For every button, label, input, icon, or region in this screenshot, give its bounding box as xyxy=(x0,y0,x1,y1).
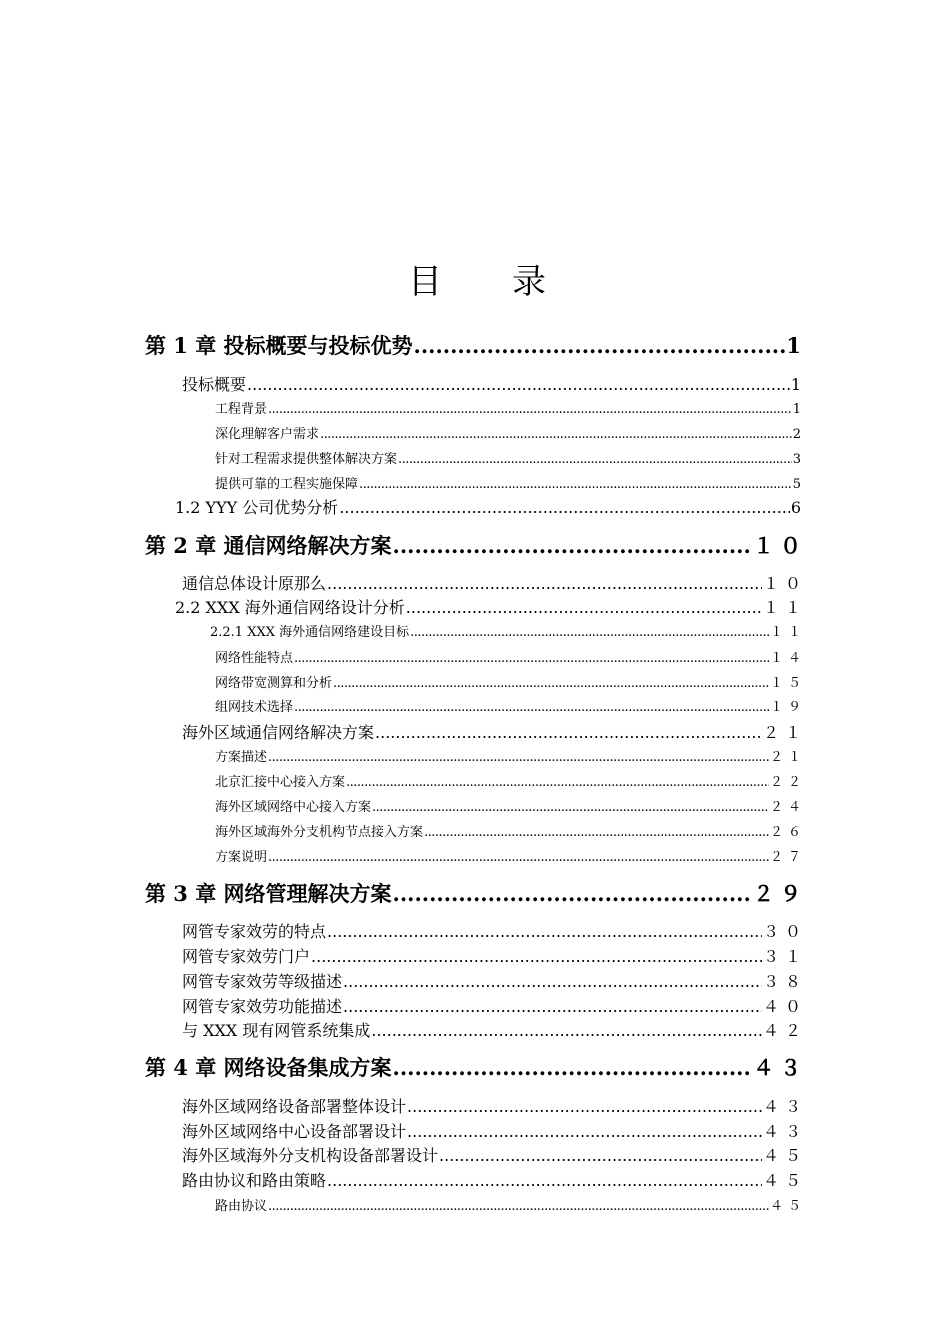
toc-page-number: ３１ xyxy=(762,947,807,966)
toc-page-number: ４５ xyxy=(762,1171,807,1190)
toc-page-number: ２１ xyxy=(769,750,806,765)
toc-page-number: １０ xyxy=(762,574,807,593)
toc-page-number: ３０ xyxy=(762,922,807,941)
toc-entry[interactable] xyxy=(182,994,807,1017)
toc-page-number: 2 xyxy=(792,427,806,442)
dot-leader xyxy=(407,1097,762,1116)
toc-entry-label: 针对工程需求提供整体解决方案 xyxy=(215,452,398,467)
dot-leader xyxy=(439,1146,762,1165)
dot-leader xyxy=(375,723,762,742)
toc-entry[interactable] xyxy=(215,821,806,840)
toc-entry-label: 海外区域海外分支机构设备部署设计 xyxy=(182,1146,439,1165)
toc-entry[interactable] xyxy=(215,448,806,467)
toc-entry-label: 通信总体设计原那么 xyxy=(182,574,327,593)
dot-leader xyxy=(393,881,752,906)
toc-entry-label: 海外区域海外分支机构节点接入方案 xyxy=(215,825,424,840)
dot-leader xyxy=(359,477,792,492)
toc-entry[interactable] xyxy=(182,720,807,743)
toc-entry-label: 北京汇接中心接入方案 xyxy=(215,775,346,790)
toc-entry[interactable] xyxy=(215,746,806,765)
toc-chapter-4[interactable] xyxy=(145,1052,807,1082)
toc-page-number: １４ xyxy=(769,651,806,666)
toc-page-number: 1 xyxy=(786,333,807,358)
toc-entry-label: 第 2 章 通信网络解决方案 xyxy=(145,533,392,558)
dot-leader xyxy=(294,651,769,666)
toc-page-number: ４３ xyxy=(753,1055,807,1080)
toc-page-number: １１ xyxy=(762,598,807,617)
dot-leader xyxy=(372,800,769,815)
dot-leader xyxy=(406,598,762,617)
toc-page-number: ４３ xyxy=(762,1122,807,1141)
dot-leader xyxy=(268,750,769,765)
dot-leader xyxy=(327,1171,762,1190)
dot-leader xyxy=(398,452,792,467)
toc-entry[interactable] xyxy=(175,595,807,618)
toc-entry[interactable] xyxy=(210,621,806,640)
dot-leader xyxy=(327,574,762,593)
toc-entry-label: 第 1 章 投标概要与投标优势 xyxy=(145,333,413,358)
toc-entry-label: 第 3 章 网络管理解决方案 xyxy=(145,881,392,906)
toc-entry-label: 路由协议和路由策略 xyxy=(182,1171,327,1190)
toc-title-char-1: 目 xyxy=(408,262,442,302)
toc-entry[interactable] xyxy=(215,398,806,417)
toc-entry[interactable] xyxy=(215,796,806,815)
toc-entry-label: 网管专家效劳的特点 xyxy=(182,922,327,941)
dot-leader xyxy=(268,1199,769,1214)
toc-page-number: ４２ xyxy=(762,1021,807,1040)
toc-page-number: １９ xyxy=(769,700,806,715)
toc-page-number: 6 xyxy=(790,498,807,517)
toc-entry[interactable] xyxy=(215,647,806,666)
toc-page-number: ４５ xyxy=(762,1146,807,1165)
toc-page-number: １５ xyxy=(769,676,806,691)
toc-entry[interactable] xyxy=(182,1018,807,1041)
toc-entry[interactable] xyxy=(182,944,807,967)
toc-entry[interactable] xyxy=(215,846,806,865)
dot-leader xyxy=(343,972,762,991)
dot-leader xyxy=(410,625,769,640)
toc-entry[interactable] xyxy=(182,571,807,594)
dot-leader xyxy=(333,676,769,691)
dot-leader xyxy=(393,533,752,558)
toc-chapter-1[interactable] xyxy=(145,330,807,360)
toc-entry[interactable] xyxy=(182,919,807,942)
toc-page-number: 1 xyxy=(792,402,806,417)
toc-page-number: ２６ xyxy=(769,825,806,840)
toc-page-number: 1 xyxy=(790,375,807,394)
toc-entry-label: 深化理解客户需求 xyxy=(215,427,320,442)
toc-page-number: １０ xyxy=(753,533,807,558)
toc-entry[interactable] xyxy=(215,672,806,691)
dot-leader xyxy=(371,1021,762,1040)
dot-leader xyxy=(294,700,769,715)
dot-leader xyxy=(268,402,792,417)
toc-entry-label: 方案说明 xyxy=(215,850,268,865)
toc-page-number: 3 xyxy=(792,452,806,467)
toc-entry-label: 投标概要 xyxy=(182,375,247,394)
dot-leader xyxy=(414,333,786,358)
toc-page-number: ４３ xyxy=(762,1097,807,1116)
toc-title-char-2: 录 xyxy=(512,262,546,302)
dot-leader xyxy=(343,997,762,1016)
toc-entry[interactable] xyxy=(215,771,806,790)
toc-entry-label: 海外区域通信网络解决方案 xyxy=(182,723,375,742)
toc-entry-label: 海外区域网络中心接入方案 xyxy=(215,800,372,815)
toc-page-number: ２４ xyxy=(769,800,806,815)
toc-page-number: ２７ xyxy=(769,850,806,865)
toc-entry-label: 工程背景 xyxy=(215,402,268,417)
dot-leader xyxy=(247,375,790,394)
dot-leader xyxy=(393,1055,752,1080)
toc-page-number: ４５ xyxy=(769,1199,806,1214)
toc-entry[interactable] xyxy=(215,423,806,442)
dot-leader xyxy=(424,825,769,840)
toc-entry[interactable] xyxy=(215,473,806,492)
dot-leader xyxy=(346,775,769,790)
toc-page-number: １１ xyxy=(769,625,806,640)
toc-page-number: ２２ xyxy=(769,775,806,790)
toc-entry-label: 2.2.1 XXX 海外通信网络建设目标 xyxy=(210,625,410,640)
toc-entry[interactable] xyxy=(215,1195,806,1214)
toc-entry-label: 第 4 章 网络设备集成方案 xyxy=(145,1055,392,1080)
toc-entry-label: 网管专家效劳等级描述 xyxy=(182,972,343,991)
toc-entry-label: 网管专家效劳功能描述 xyxy=(182,997,343,1016)
dot-leader xyxy=(327,922,762,941)
toc-page-number: 5 xyxy=(792,477,806,492)
toc-page-number: ４０ xyxy=(762,997,807,1016)
toc-entry-label: 组网技术选择 xyxy=(215,700,294,715)
toc-entry[interactable] xyxy=(182,1119,807,1142)
toc-entry-label: 路由协议 xyxy=(215,1199,268,1214)
toc-entry-label: 网络性能特点 xyxy=(215,651,294,666)
dot-leader xyxy=(339,498,790,517)
toc-entry[interactable] xyxy=(175,495,807,518)
toc-entry[interactable] xyxy=(215,696,806,715)
toc-entry-label: 海外区域网络中心设备部署设计 xyxy=(182,1122,407,1141)
toc-chapter-2[interactable] xyxy=(145,530,807,560)
toc-entry[interactable] xyxy=(182,1094,807,1117)
toc-entry-label: 与 XXX 现有网管系统集成 xyxy=(182,1021,371,1040)
toc-entry[interactable] xyxy=(182,1168,807,1191)
toc-page-number: ２１ xyxy=(762,723,807,742)
dot-leader xyxy=(320,427,792,442)
toc-page-number: ３８ xyxy=(762,972,807,991)
toc-entry[interactable] xyxy=(182,969,807,992)
toc-entry-label: 提供可靠的工程实施保障 xyxy=(215,477,359,492)
toc-entry[interactable] xyxy=(182,1143,807,1166)
dot-leader xyxy=(311,947,762,966)
toc-entry-label: 网络带宽测算和分析 xyxy=(215,676,333,691)
toc-entry-label: 网管专家效劳门户 xyxy=(182,947,311,966)
toc-entry-label: 海外区域网络设备部署整体设计 xyxy=(182,1097,407,1116)
toc-entry[interactable] xyxy=(182,372,807,395)
toc-chapter-3[interactable] xyxy=(145,878,807,908)
toc-page-number: ２９ xyxy=(753,881,807,906)
toc-entry-label: 2.2 XXX 海外通信网络设计分析 xyxy=(175,598,405,617)
toc-entry-label: 1.2 YYY 公司优势分析 xyxy=(175,498,339,517)
toc-entry-label: 方案描述 xyxy=(215,750,268,765)
dot-leader xyxy=(268,850,769,865)
dot-leader xyxy=(407,1122,762,1141)
